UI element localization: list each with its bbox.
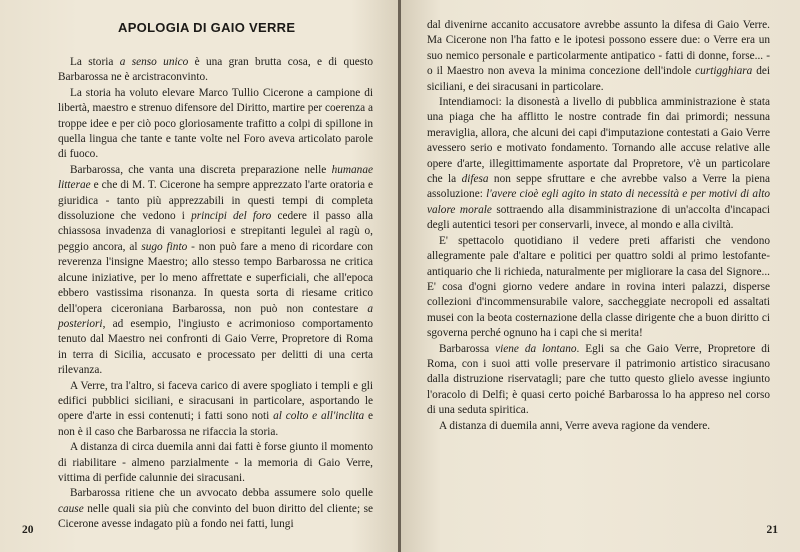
paragraph-text: e che di M. T. Cicerone ha sempre apprezzato l'arte oratoria e giuridica - tanto più apprezzabili in questi tempi di completa dissoluzione che vedono i [58,179,373,223]
paragraph-text: e non è il caso che Barbarossa ne rifaccia la storia. [58,410,373,438]
left-page [0,0,399,552]
paragraph-text: Barbarossa, che vanta una discreta preparazione nelle [70,163,332,176]
paragraph-text: . Egli sa che Gaio Verre, Propretore di Roma, con i suoi atti volle preservare il patrimonio artistico siracusano dalla distruzione riservatagli; pare che tutto questo glielo avesse ingiunto l'oracolo di Delfi; è quasi certo poiché Barbarossa lo ha appreso nel corso di una seduta spiritica. [427,342,771,417]
paragraph-text: è una gran brutta cosa, e di questo Barbarossa ne è arcistraconvinto. [58,56,373,84]
paragraph [58,55,373,86]
italic-text: viene da lontano [495,342,577,355]
paragraph-text: A Verre, tra l'altro, si faceva carico di avere spogliato i templi e gli edifici pubblici siciliani, e siracusani in particolare, asportando le opere d'arte in essi contenuti; i fatti sono noti [58,379,373,423]
italic-text: al colto e all'inclita [273,410,365,423]
left-page-body [58,55,373,533]
paragraph [427,419,770,434]
paragraph [427,342,770,419]
paragraph [58,440,373,486]
italic-text: a posteriori [58,302,373,330]
italic-text: cause [58,502,84,515]
paragraph-text: La storia ha voluto elevare Marco Tullio Cicerone a campione di libertà, maestro e strenuo difensore del Diritto, martire per coerenza a troppe idee e per ciò poco gloriosamente trafitto a colpi di spillone in quella lingua che tante e tante volte nel Foro aveva articolato parole di fuoco. [58,86,373,161]
paragraph [58,486,373,532]
paragraph-text: E' spettacolo quotidiano il vedere preti affaristi che vendono allegramente pale d'altare e politici per quattro soldi al primo lestofante-antiquario che li richieda, naturalmente per migliorare la casa del Signore... E' cosa d'ogni giorno vedere andare in rovina interi palazzi, disperse collezioni d'incommensurabile valore, saccheggiate necropoli ed assaltati musei con la beota costernazione della classe dirigente che a buon diritto ci sgoverna perché ognuno ha i capi che si merita! [427,234,770,340]
page-number-right: 21 [766,524,778,536]
right-page [401,0,800,552]
paragraph [58,163,373,379]
italic-text: a senso unico [119,56,189,68]
italic-text: difesa [461,173,489,186]
paragraph [58,86,373,163]
paragraph-text: dei siciliani, e dei siracusani in particolare. [427,65,770,93]
paragraph-text: dal divenirne accanito accusatore avrebbe assunto la difesa di Gaio Verre. Ma Cicerone non l'ha fatto e le ipotesi possono essere due: o Verre era un suo nemico personale e particolarmente antipatico - fatti di donne, forse... - o il Maestro non aveva la minima concezione dell'indole [427,19,770,78]
paragraph-text: La storia [70,56,120,68]
right-page-body [427,18,770,434]
paragraph-text: Barbarossa ritiene che un avvocato debba assumere solo quelle [70,487,373,500]
paragraph-text: Barbarossa [439,342,496,355]
italic-text: humanae litterae [58,163,373,192]
italic-text: sugo finto [141,240,188,253]
paragraph-text: Intendiamoci: la disonestà a livello di pubblica amministrazione è stata una piaga che ha afflitto le nostre contrade fin dai primordi; nessuna meraviglia, allora, che alcuni dei capi d'imputazione contestati a Gaio Verre avessero serio e motivato fondamento. Tornando alle accuse relative alle opere d'arte, illegittimamente asportate dal Propretore, v'è un particolare che la [427,96,770,186]
paragraph [58,379,373,441]
paragraph [427,18,770,95]
paragraph-text: A distanza di circa duemila anni dai fatti è forse giunto il momento di riabilitare - almeno parzialmente - la memoria di Gaio Verre, vittima di perfide calunnie dei siracusani. [58,441,373,484]
paragraph-text: sottraendo alla disamministrazione di un'accolta d'incapaci degli autentici tesori per conservarli, invece, al mondo e alla civiltà. [427,203,770,232]
page-number-left: 20 [22,524,34,536]
chapter-title: APOLOGIA DI GAIO VERRE [118,20,296,35]
paragraph-text: , ad esempio, l'ingiusto e acrimonioso comportamento tenuto dal Maestro nei confronti di Gaio Verre, Propretore di Roma in terra di Sicilia, accusato e processato per delitti di una certa rilevanza. [58,317,373,377]
italic-text: principi del foro [191,210,272,223]
italic-text: l'avere cioè egli agito in stato di necessità e per motivi di alto valore morale [427,188,771,216]
paragraph-text: cedere il passo alla chiassosa invadenza di vanagloriosi e strepitanti leguleì al ragù o, peggio ancora, al [58,210,373,253]
paragraph-text: - non può fare a meno di ricordare con reverenza l'insigne Maestro; allo stesso tempo Barbarossa ne critica alcune iniziative, per lo meno affrettate e superficiali, che all'epoca ebbero vastissima risonanza. In questa sorta di riesame critico dell'opera ciceroniana Barbarossa, non può non contestare [58,240,373,315]
paragraph-text: non seppe sfruttare e che avrebbe valso a Verre la piena assoluzione: [427,173,770,201]
italic-text: curtigghiara [695,65,753,78]
paragraph [427,95,770,234]
paragraph [427,234,770,342]
paragraph-text: nelle quali sia più che convinto del buon diritto del cliente; se Cicerone avesse indagato più a fondo nei fatti, lungi [58,502,373,531]
paragraph-text: A distanza di duemila anni, Verre aveva ragione da vendere. [439,419,711,432]
